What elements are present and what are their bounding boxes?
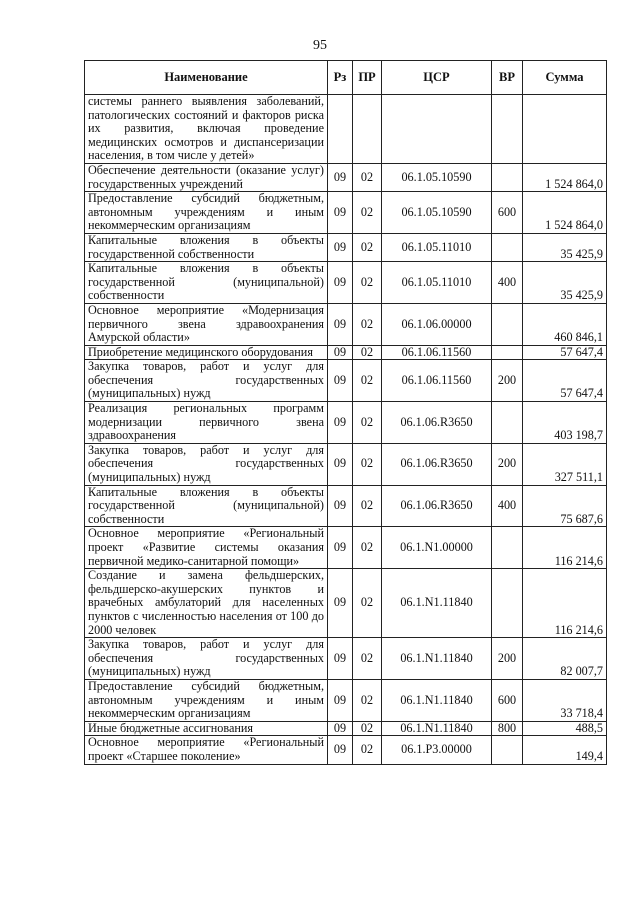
cell-vr xyxy=(492,233,523,261)
cell-sum: 149,4 xyxy=(523,736,607,764)
cell-pr: 02 xyxy=(353,192,382,234)
cell-vr: 800 xyxy=(492,721,523,736)
cell-name: Приобретение медицинского оборудования xyxy=(85,345,328,360)
cell-csr: 06.1.N1.00000 xyxy=(382,527,492,569)
cell-name: Предоставление субсидий бюджетным, автономным учреждениям и иным некоммерческим организациям xyxy=(85,192,328,234)
header-name: Наименование xyxy=(85,61,328,95)
cell-vr xyxy=(492,569,523,638)
table-header-row xyxy=(85,61,607,95)
cell-pr xyxy=(353,95,382,164)
cell-sum: 460 846,1 xyxy=(523,303,607,345)
cell-name: Обеспечение деятельности (оказание услуг) государственных учреждений xyxy=(85,163,328,191)
cell-sum: 35 425,9 xyxy=(523,262,607,304)
cell-name: Закупка товаров, работ и услуг для обеспечения государственных (муниципальных) нужд xyxy=(85,360,328,402)
cell-vr: 200 xyxy=(492,360,523,402)
table-row xyxy=(85,303,607,345)
cell-vr xyxy=(492,303,523,345)
cell-name: Предоставление субсидий бюджетным, автономным учреждениям и иным некоммерческим организациям xyxy=(85,679,328,721)
cell-sum: 1 524 864,0 xyxy=(523,163,607,191)
cell-pr: 02 xyxy=(353,721,382,736)
cell-pr: 02 xyxy=(353,402,382,444)
table-row xyxy=(85,679,607,721)
budget-table xyxy=(84,60,607,765)
cell-pr: 02 xyxy=(353,736,382,764)
cell-sum: 116 214,6 xyxy=(523,527,607,569)
cell-csr: 06.1.06.00000 xyxy=(382,303,492,345)
cell-sum: 116 214,6 xyxy=(523,569,607,638)
cell-sum: 327 511,1 xyxy=(523,443,607,485)
cell-vr: 400 xyxy=(492,262,523,304)
cell-rz: 09 xyxy=(328,402,353,444)
table-row xyxy=(85,569,607,638)
cell-vr: 200 xyxy=(492,443,523,485)
cell-name: Основное мероприятие «Региональный проект «Старшее поколение» xyxy=(85,736,328,764)
cell-name: Основное мероприятие «Региональный проект «Развитие системы оказания первичной медико-санитарной помощи» xyxy=(85,527,328,569)
cell-pr: 02 xyxy=(353,345,382,360)
table-row xyxy=(85,443,607,485)
cell-sum: 488,5 xyxy=(523,721,607,736)
cell-rz: 09 xyxy=(328,163,353,191)
cell-rz: 09 xyxy=(328,443,353,485)
cell-vr xyxy=(492,527,523,569)
cell-rz: 09 xyxy=(328,527,353,569)
cell-csr: 06.1.06.11560 xyxy=(382,360,492,402)
cell-name: Капитальные вложения в объекты государственной собственности xyxy=(85,233,328,261)
cell-name: Реализация региональных программ модернизации первичного звена здравоохранения xyxy=(85,402,328,444)
cell-rz: 09 xyxy=(328,345,353,360)
cell-sum: 1 524 864,0 xyxy=(523,192,607,234)
table-row xyxy=(85,638,607,680)
cell-sum: 82 007,7 xyxy=(523,638,607,680)
cell-pr: 02 xyxy=(353,485,382,527)
cell-csr: 06.1.P3.00000 xyxy=(382,736,492,764)
cell-rz: 09 xyxy=(328,262,353,304)
header-pr: ПР xyxy=(353,61,382,95)
cell-sum: 57 647,4 xyxy=(523,360,607,402)
table-row xyxy=(85,402,607,444)
table-row xyxy=(85,721,607,736)
cell-csr: 06.1.06.11560 xyxy=(382,345,492,360)
cell-rz: 09 xyxy=(328,233,353,261)
cell-rz: 09 xyxy=(328,569,353,638)
cell-csr: 06.1.05.10590 xyxy=(382,163,492,191)
cell-sum xyxy=(523,95,607,164)
cell-csr: 06.1.06.R3650 xyxy=(382,485,492,527)
table-row xyxy=(85,345,607,360)
cell-pr: 02 xyxy=(353,569,382,638)
cell-vr xyxy=(492,345,523,360)
cell-pr: 02 xyxy=(353,527,382,569)
table-row xyxy=(85,95,607,164)
cell-rz xyxy=(328,95,353,164)
cell-sum: 57 647,4 xyxy=(523,345,607,360)
table-row xyxy=(85,163,607,191)
header-rz: Рз xyxy=(328,61,353,95)
cell-pr: 02 xyxy=(353,679,382,721)
cell-vr xyxy=(492,95,523,164)
cell-csr: 06.1.05.11010 xyxy=(382,262,492,304)
cell-rz: 09 xyxy=(328,736,353,764)
cell-vr: 600 xyxy=(492,679,523,721)
cell-pr: 02 xyxy=(353,360,382,402)
cell-name: Создание и замена фельдшерских, фельдшерско-акушерских пунктов и врачебных амбулаторий для населенных пунктов с численностью населения от 100 до 2000 человек xyxy=(85,569,328,638)
cell-rz: 09 xyxy=(328,360,353,402)
cell-csr: 06.1.N1.11840 xyxy=(382,721,492,736)
cell-rz: 09 xyxy=(328,679,353,721)
header-vr: ВР xyxy=(492,61,523,95)
cell-csr: 06.1.06.R3650 xyxy=(382,443,492,485)
cell-name: системы раннего выявления заболеваний, патологических состояний и факторов риска их развития, включая проведение медицинских осмотров и диспансеризации населения, в том числе у детей» xyxy=(85,95,328,164)
cell-pr: 02 xyxy=(353,233,382,261)
cell-name: Капитальные вложения в объекты государственной (муниципальной) собственности xyxy=(85,262,328,304)
cell-vr xyxy=(492,736,523,764)
cell-csr: 06.1.05.10590 xyxy=(382,192,492,234)
cell-rz: 09 xyxy=(328,303,353,345)
cell-name: Основное мероприятие «Модернизация первичного звена здравоохранения Амурской области» xyxy=(85,303,328,345)
cell-name: Закупка товаров, работ и услуг для обеспечения государственных (муниципальных) нужд xyxy=(85,638,328,680)
cell-vr: 600 xyxy=(492,192,523,234)
cell-pr: 02 xyxy=(353,638,382,680)
cell-csr xyxy=(382,95,492,164)
cell-rz: 09 xyxy=(328,721,353,736)
cell-pr: 02 xyxy=(353,303,382,345)
cell-rz: 09 xyxy=(328,485,353,527)
cell-pr: 02 xyxy=(353,262,382,304)
cell-sum: 33 718,4 xyxy=(523,679,607,721)
cell-vr xyxy=(492,402,523,444)
table-row xyxy=(85,262,607,304)
cell-csr: 06.1.06.R3650 xyxy=(382,402,492,444)
cell-name: Иные бюджетные ассигнования xyxy=(85,721,328,736)
table-row xyxy=(85,360,607,402)
table-row xyxy=(85,736,607,764)
cell-vr: 400 xyxy=(492,485,523,527)
cell-rz: 09 xyxy=(328,192,353,234)
page-number: 95 xyxy=(313,38,327,53)
cell-csr: 06.1.N1.11840 xyxy=(382,569,492,638)
cell-pr: 02 xyxy=(353,163,382,191)
table-row xyxy=(85,527,607,569)
cell-rz: 09 xyxy=(328,638,353,680)
cell-csr: 06.1.N1.11840 xyxy=(382,638,492,680)
table-row xyxy=(85,485,607,527)
cell-csr: 06.1.N1.11840 xyxy=(382,679,492,721)
cell-csr: 06.1.05.11010 xyxy=(382,233,492,261)
header-sum: Сумма xyxy=(523,61,607,95)
cell-sum: 75 687,6 xyxy=(523,485,607,527)
cell-name: Закупка товаров, работ и услуг для обеспечения государственных (муниципальных) нужд xyxy=(85,443,328,485)
cell-pr: 02 xyxy=(353,443,382,485)
cell-name: Капитальные вложения в объекты государственной (муниципальной) собственности xyxy=(85,485,328,527)
cell-vr xyxy=(492,163,523,191)
header-csr: ЦСР xyxy=(382,61,492,95)
cell-sum: 403 198,7 xyxy=(523,402,607,444)
table-row xyxy=(85,192,607,234)
cell-vr: 200 xyxy=(492,638,523,680)
table-row xyxy=(85,233,607,261)
cell-sum: 35 425,9 xyxy=(523,233,607,261)
